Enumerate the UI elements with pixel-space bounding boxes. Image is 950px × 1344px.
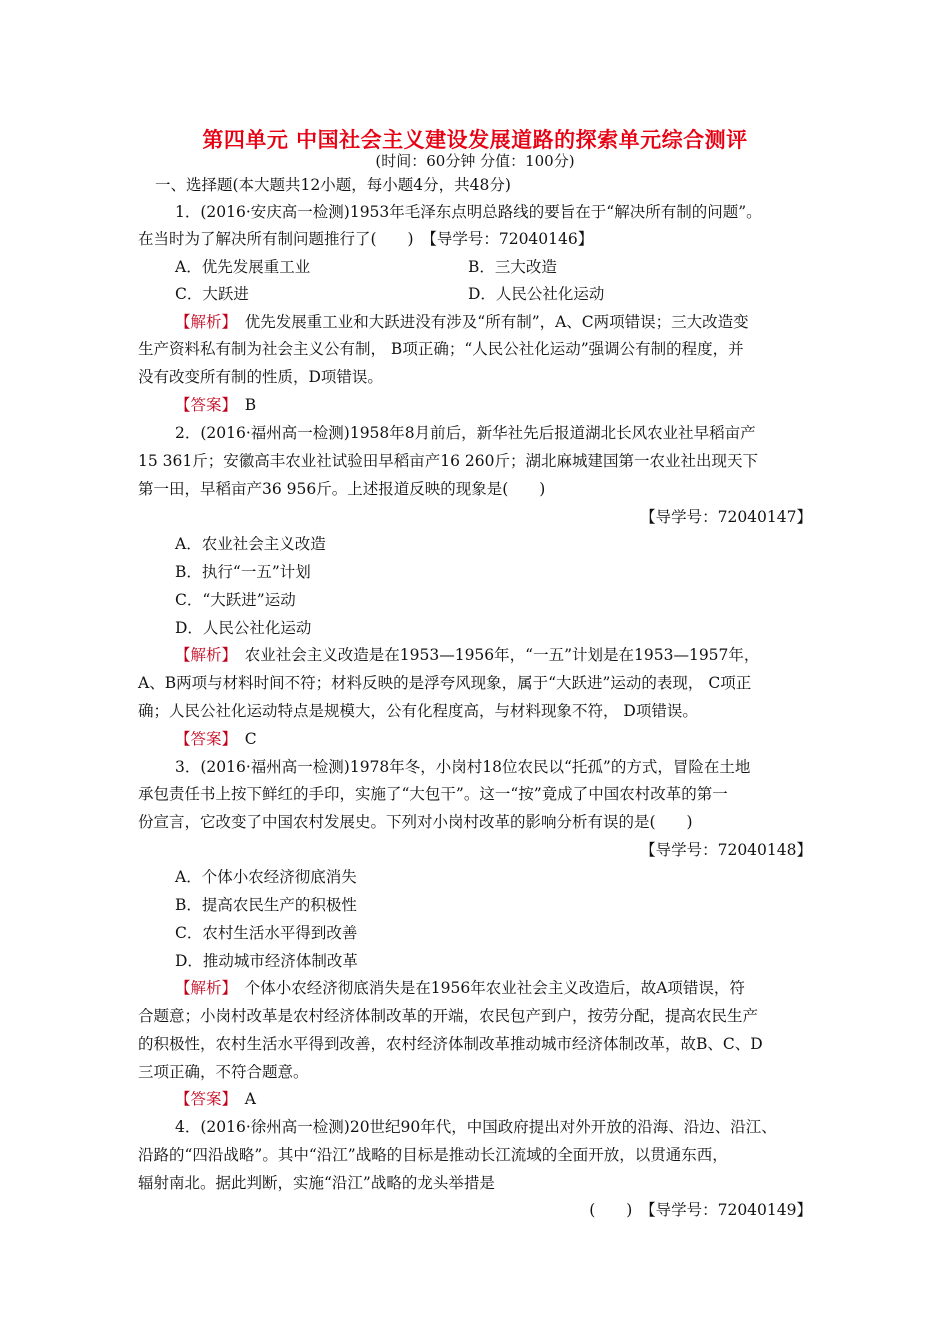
q1-option-d: D．人民公社化运动 — [468, 285, 605, 303]
q3-option-b: B．提高农民生产的积极性 — [175, 896, 357, 914]
q3-stem-line: 份宣言，它改变了中国农村发展史。下列对小岗村改革的影响分析有误的是( ) — [138, 813, 693, 831]
q2-stem-line: 15 361斤；安徽高丰农业社试验田早稻亩产16 260斤；湖北麻城建国第一农业社出现天下 — [138, 452, 758, 470]
q2-analysis-line: 【解析】 农业社会主义改造是在1953—1956年，“一五”计划是在1953—1957年， — [175, 646, 760, 664]
analysis-tag: 【解析】 — [175, 313, 230, 331]
q2-answer: 【答案】 C — [175, 730, 257, 748]
q3-analysis-line: 合题意；小岗村改革是农村经济体制改革的开端，农民包产到户，按劳分配，提高农民生产 — [138, 1007, 759, 1025]
section-heading: 一、选择题(本大题共12小题，每小题4分，共48分) — [155, 176, 511, 194]
q2-option-a: A．农业社会主义改造 — [175, 535, 326, 553]
q3-analysis-line: 【解析】 个体小农经济彻底消失是在1956年农业社会主义改造后，故A项错误，符 — [175, 979, 745, 997]
q1-stem-line: 1．(2016·安庆高一检测)1953年毛泽东点明总路线的要旨在于“解决所有制的问题”。 — [175, 203, 762, 221]
q4-reference-number: ( ) 【导学号：72040149】 — [589, 1201, 812, 1219]
q1-option-c: C．大跃进 — [175, 285, 249, 303]
q2-option-b: B．执行“一五”计划 — [175, 563, 311, 581]
q1-analysis-line: 【解析】 优先发展重工业和大跃进没有涉及“所有制”，A、C两项错误；三大改造变 — [175, 313, 749, 331]
q3-analysis-line: 三项正确，不符合题意。 — [138, 1063, 309, 1081]
q1-analysis-line: 生产资料私有制为社会主义公有制， B项正确；“人民公社化运动”强调公有制的程度，并 — [138, 340, 744, 358]
document-title: 第四单元 中国社会主义建设发展道路的探索单元综合测评 — [202, 127, 748, 152]
analysis-tag: 【解析】 — [175, 979, 230, 997]
q3-option-d: D．推动城市经济体制改革 — [175, 952, 358, 970]
q2-stem-line: 2．(2016·福州高一检测)1958年8月前后，新华社先后报道湖北长风农业社早稻亩产 — [175, 424, 756, 442]
q2-reference-number: 【导学号：72040147】 — [640, 508, 812, 526]
analysis-tag: 【解析】 — [175, 646, 230, 664]
q2-option-c: C．“大跃进”运动 — [175, 591, 296, 609]
q3-analysis-line: 的积极性，农村生活水平得到改善，农村经济体制改革推动城市经济体制改革，故B、C、D — [138, 1035, 763, 1053]
answer-tag: 【答案】 — [175, 1090, 230, 1108]
q2-analysis-line: 确；人民公社化运动特点是规模大，公有化程度高，与材料现象不符， D项错误。 — [138, 702, 698, 720]
q4-stem-line: 辐射南北。据此判断，实施“沿江”战略的龙头举措是 — [138, 1174, 495, 1192]
q4-stem-line: 4．(2016·徐州高一检测)20世纪90年代，中国政府提出对外开放的沿海、沿边、沿江、 — [175, 1118, 777, 1136]
q1-analysis-line: 没有改变所有制的性质，D项错误。 — [138, 368, 383, 386]
q1-option-b: B．三大改造 — [468, 258, 557, 276]
q2-option-d: D．人民公社化运动 — [175, 619, 312, 637]
q1-stem-line: 在当时为了解决所有制问题推行了( ) 【导学号：72040146】 — [138, 230, 594, 248]
answer-tag: 【答案】 — [175, 396, 230, 414]
answer-tag: 【答案】 — [175, 730, 230, 748]
q4-stem-line: 沿路的“四沿战略”。其中“沿江”战略的目标是推动长江流域的全面开放，以贯通东西， — [138, 1146, 728, 1164]
document-subtitle: (时间：60分钟 分值：100分) — [375, 152, 575, 170]
q3-stem-line: 3．(2016·福州高一检测)1978年冬，小岗村18位农民以“托孤”的方式，冒险在土地 — [175, 758, 751, 776]
q1-option-a: A．优先发展重工业 — [175, 258, 311, 276]
q3-reference-number: 【导学号：72040148】 — [640, 841, 812, 859]
q1-answer: 【答案】 B — [175, 396, 257, 414]
q3-option-c: C．农村生活水平得到改善 — [175, 924, 358, 942]
q3-stem-line: 承包责任书上按下鲜红的手印，实施了“大包干”。这一“按”竟成了中国农村改革的第一 — [138, 785, 728, 803]
q3-answer: 【答案】 A — [175, 1090, 256, 1108]
q2-analysis-line: A、B两项与材料时间不符；材料反映的是浮夸风现象，属于“大跃进”运动的表现， C项正 — [138, 674, 752, 692]
q3-option-a: A．个体小农经济彻底消失 — [175, 868, 357, 886]
q2-stem-line: 第一田，早稻亩产36 956斤。上述报道反映的现象是( ) — [138, 480, 546, 498]
